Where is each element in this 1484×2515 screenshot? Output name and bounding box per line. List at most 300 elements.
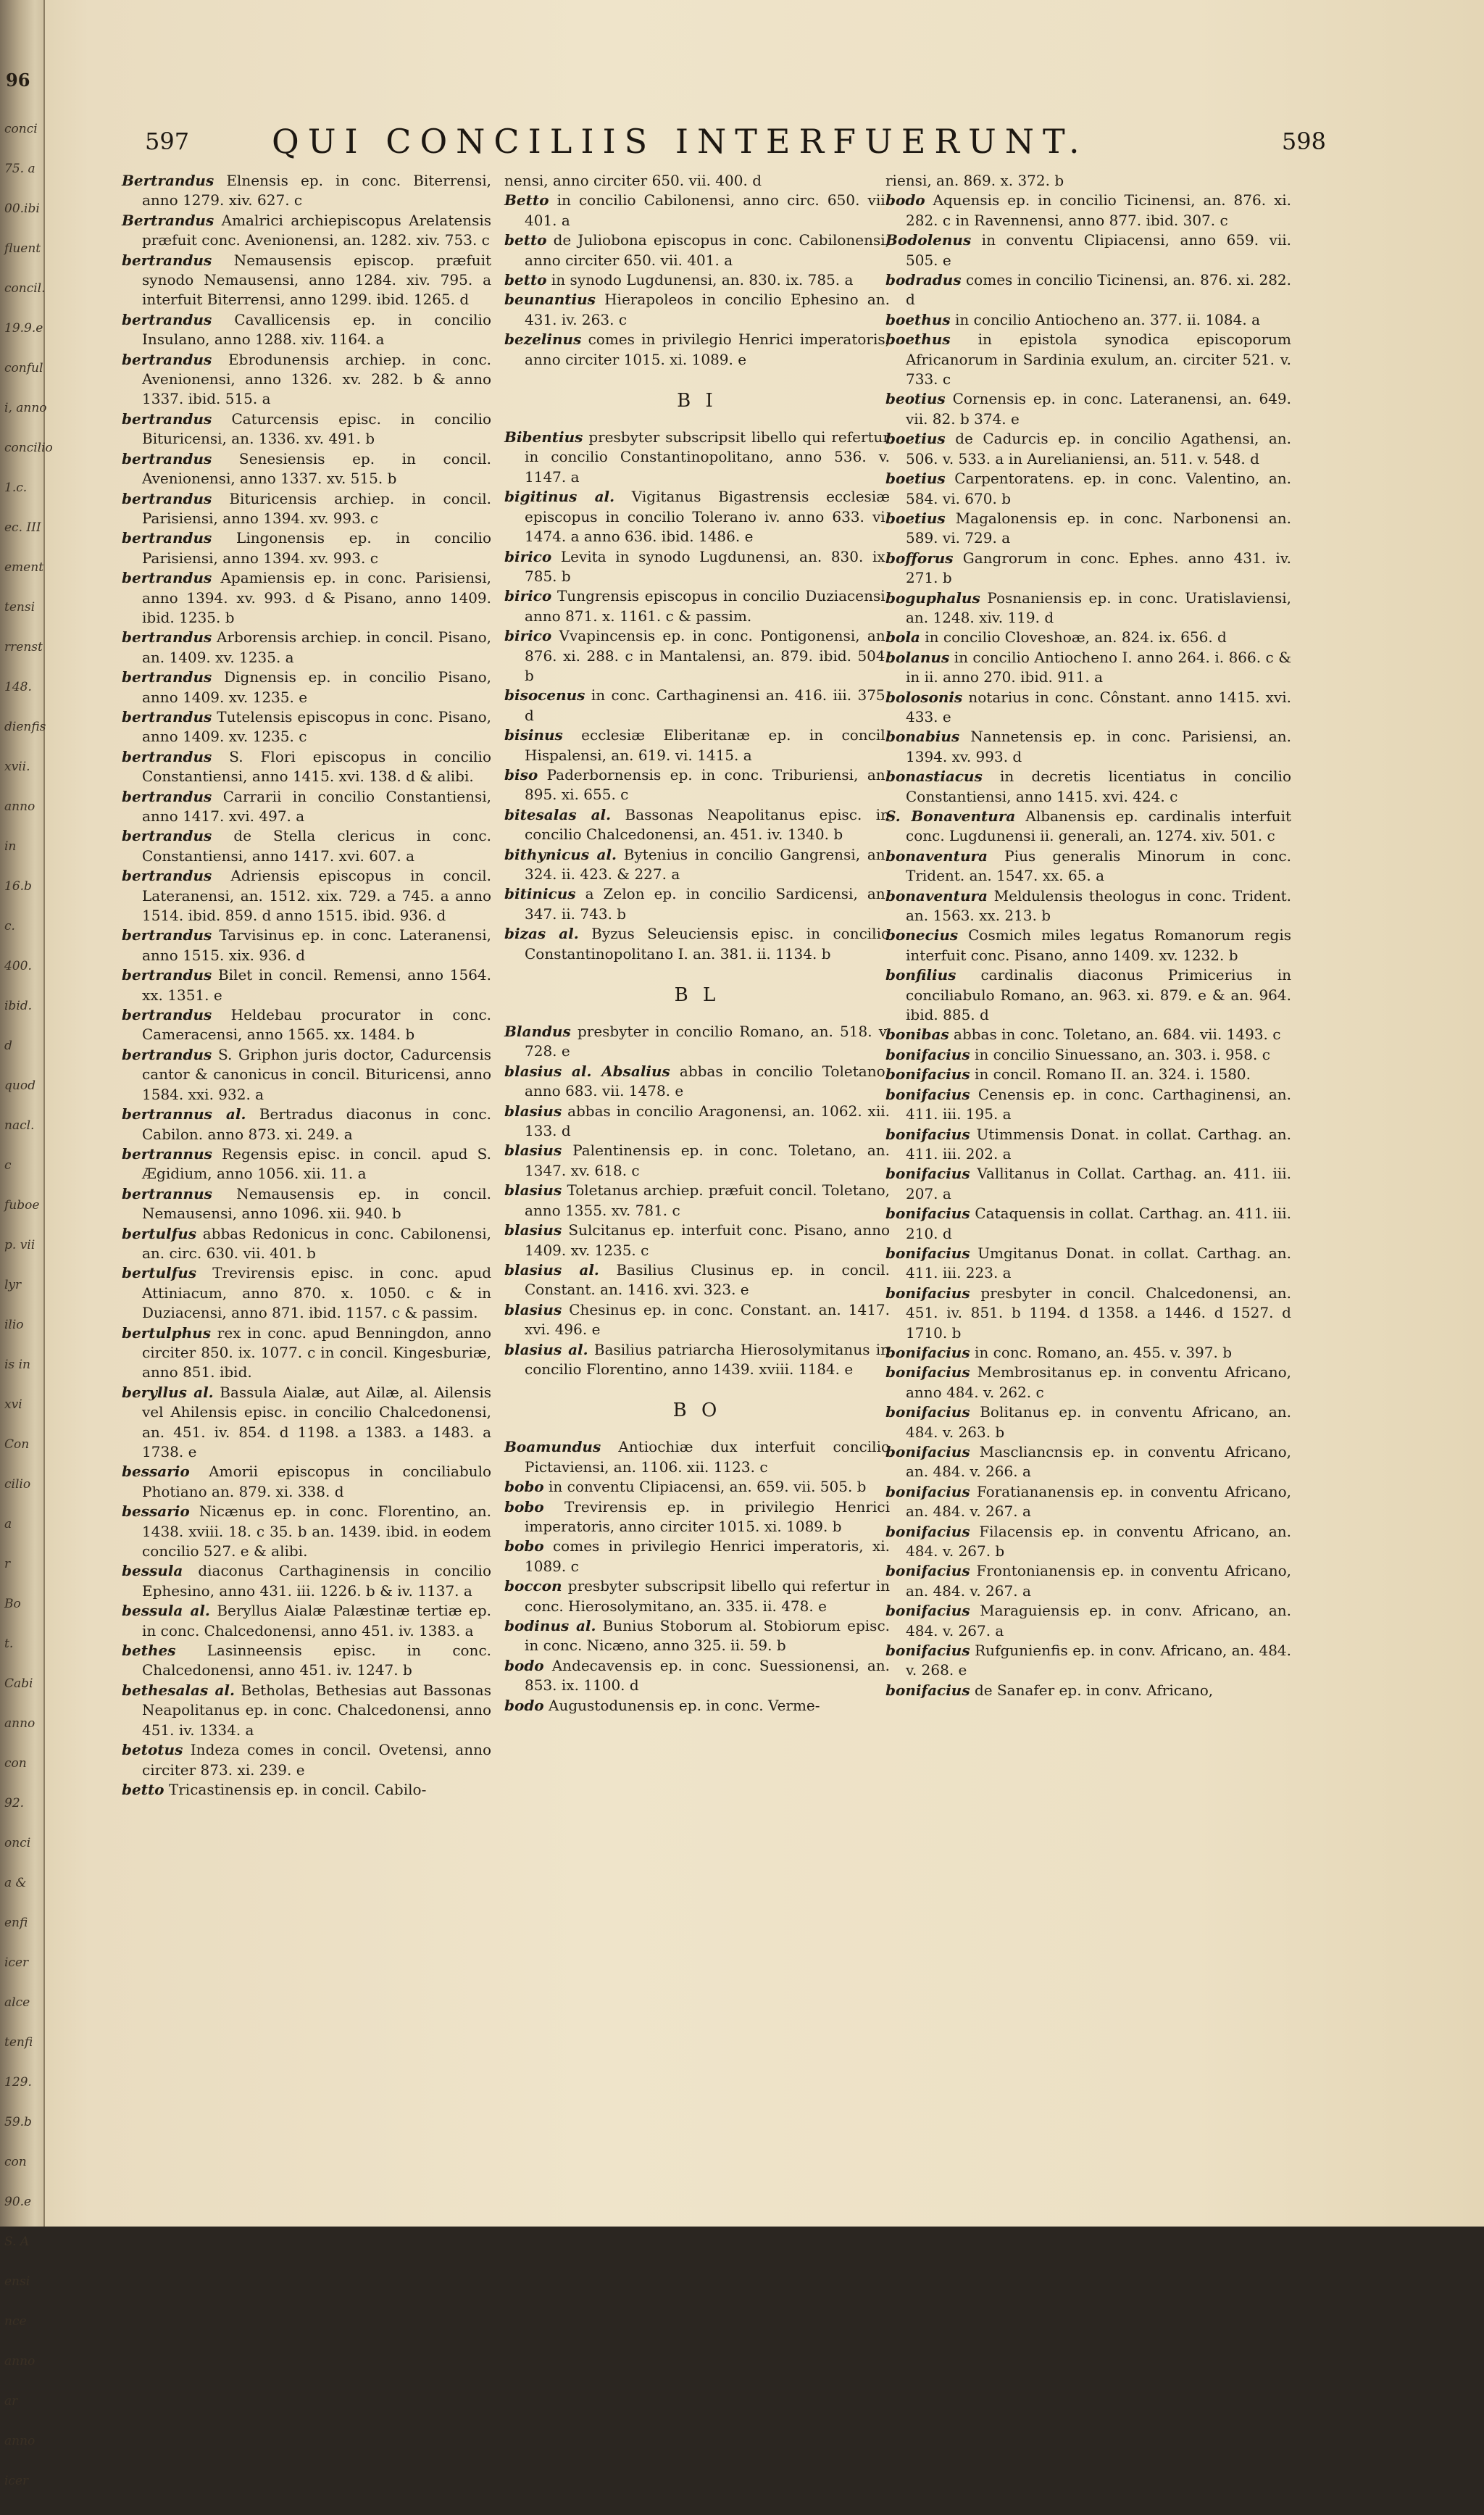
entry-text: Aquensis ep. in concilio Ticinensi, an. 876. xi. 282. c in Ravennensi, anno 877. ibid. 307. c xyxy=(906,191,1291,229)
entry-text: Cosmich miles legatus Romanorum regis interfuit conc. Pisano, anno 1409. xv. 1232. b xyxy=(906,926,1291,964)
entry-headword: bonastiacus xyxy=(885,768,983,786)
entry-text: Trevirensis episc. in conc. apud Attiniacum, anno 870. x. 1050. c & in Duziacensi, anno 871. ibid. 1157. c & passim. xyxy=(142,1264,492,1322)
entry-text: Magalonensis ep. in conc. Narbonensi an. 589. vi. 729. a xyxy=(906,509,1292,547)
entry-text: presbyter in concil. Chalcedonensi, an. 451. iv. 851. b 1194. d 1358. a 1446. d 1527. d 1710. b xyxy=(906,1284,1292,1342)
entry-text: Carpentoratens. ep. in conc. Valentino, an. 584. vi. 670. b xyxy=(906,470,1292,507)
gutter-fragment: fluent xyxy=(4,241,41,256)
entry-text: Tungrensis episcopus in concilio Duziacensi, anno 871. x. 1161. c & passim. xyxy=(525,587,890,625)
entry-text: Albanensis ep. cardinalis interfuit conc. Lugdunensi ii. generali, an. 1274. xiv. 501. c xyxy=(906,807,1291,845)
index-entry xyxy=(885,926,1291,965)
entry-text: in concilio Cabilonensi, anno circ. 650. vii. 401. a xyxy=(525,191,890,229)
entry-headword: Bertrandus xyxy=(122,172,214,189)
gutter-fragment: a xyxy=(4,1517,12,1531)
entry-headword: bessula xyxy=(122,1562,183,1580)
index-entry xyxy=(885,509,1291,549)
entry-text: Amorii episcopus in conciliabulo Photiano an. 879. xi. 338. d xyxy=(142,1463,492,1500)
index-entry xyxy=(885,1363,1291,1402)
entry-text: in conc. Carthaginensi an. 416. iii. 375. d xyxy=(525,686,891,724)
index-entry xyxy=(122,1184,491,1224)
index-entry xyxy=(504,1102,890,1142)
entry-headword: bertrannus al. xyxy=(122,1105,246,1123)
index-entry xyxy=(885,648,1291,688)
entry-text: Bassonas Neapolitanus episc. in concilio Chalcedonensi, an. 451. iv. 1340. b xyxy=(525,805,890,844)
index-entry xyxy=(122,826,491,866)
index-entry xyxy=(122,1740,491,1780)
entry-headword: bertrandus xyxy=(122,489,212,507)
entry-headword: bonifacius xyxy=(885,1403,970,1421)
index-entry xyxy=(122,1005,491,1045)
gutter-fragment: fuboe xyxy=(4,1198,40,1213)
index-entry xyxy=(504,884,890,924)
gutter-fragment: d xyxy=(4,1039,12,1053)
index-entry xyxy=(122,965,491,1005)
index-entry xyxy=(885,886,1291,926)
index-entry xyxy=(504,1616,890,1656)
index-entry xyxy=(504,1497,890,1537)
gutter-fragment: anno xyxy=(4,1716,36,1731)
index-entry xyxy=(122,251,491,310)
gutter-fragment: dienfis xyxy=(4,720,46,734)
entry-text: Nannetensis ep. in conc. Parisiensi, an. 1394. xv. 993. d xyxy=(906,728,1292,765)
index-entry xyxy=(504,845,890,885)
entry-headword: bessula al. xyxy=(122,1602,210,1620)
entry-headword: bonifacius xyxy=(885,1244,970,1262)
entry-headword: Bertrandus xyxy=(122,211,214,229)
gutter-fragment: icer xyxy=(4,1955,29,1970)
entry-text: comes in privilegio Henrici imperatoris, anno circiter 1015. xi. 1089. e xyxy=(525,331,891,368)
entry-text: Andecavensis ep. in conc. Suessionensi, an. 853. ix. 1100. d xyxy=(525,1656,891,1695)
entry-text: Nicænus ep. in conc. Florentino, an. 1438. xviii. 18. c 35. b an. 1439. ibid. in eodem concilio 527. e & alibi. xyxy=(142,1502,491,1560)
index-entry xyxy=(504,428,890,487)
gutter-fragment: S. A xyxy=(4,2235,30,2249)
gutter-fragment: nacl. xyxy=(4,1118,35,1133)
section-heading: B O xyxy=(672,1400,722,1422)
entry-headword: bonifacius xyxy=(885,1085,970,1103)
entry-headword: bertrandus xyxy=(122,707,212,726)
entry-headword: blasius al. xyxy=(504,1260,599,1279)
index-entry xyxy=(885,628,1291,647)
entry-text: in conc. Romano, an. 455. v. 397. b xyxy=(974,1343,1233,1361)
gutter-fragment: in xyxy=(4,839,17,854)
index-entry xyxy=(885,230,1291,270)
running-title: QUI CONCILIIS INTERFUERUNT. xyxy=(272,122,1088,161)
previous-page-number: 96 xyxy=(6,70,30,91)
entry-text: Tricastinensis ep. in concil. Cabilo- xyxy=(168,1780,427,1798)
entry-headword: bodradus xyxy=(885,271,962,289)
previous-page-margin xyxy=(0,0,53,2488)
index-entry xyxy=(504,1300,890,1340)
entry-text: Betholas, Bethesias aut Bassonas Neapolitanus ep. in conc. Chalcedonensi, anno 451. iv. 1334. a xyxy=(142,1681,491,1739)
entry-text: Amalrici archiepiscopus Arelatensis præfuit conc. Avenionensi, an. 1282. xiv. 753. c xyxy=(142,211,492,249)
entry-headword: bonifacius xyxy=(885,1642,970,1660)
entry-headword: bonifacius xyxy=(885,1284,970,1302)
left-page-number: 597 xyxy=(145,128,190,155)
gutter-fragment: xvi xyxy=(4,1397,22,1412)
entry-text: Sulcitanus ep. interfuit conc. Pisano, anno 1409. xv. 1235. c xyxy=(525,1221,890,1259)
gutter-fragment: 90.e xyxy=(4,2195,32,2209)
entry-headword: bonfilius xyxy=(885,966,956,984)
entry-headword: bezelinus xyxy=(504,331,582,349)
index-entry xyxy=(122,1224,491,1264)
entry-text: Vallitanus in Collat. Carthag. an. 411. iii. 207. a xyxy=(906,1165,1291,1202)
entry-headword: boetius xyxy=(885,430,946,448)
index-entry xyxy=(122,926,491,965)
entry-text: Meldulensis theologus in conc. Trident. an. 1563. xx. 213. b xyxy=(906,886,1292,925)
entry-text: S. Griphon juris doctor, Cadurcensis cantor & canonicus in concil. Bituricensi, anno 1584. xxi. 932. a xyxy=(142,1045,491,1103)
entry-text: Levita in synodo Lugdunensi, an. 830. ix. 785. b xyxy=(525,547,891,585)
entry-headword: blasius al. xyxy=(504,1340,588,1358)
index-entry xyxy=(122,211,491,251)
index-entry xyxy=(885,1681,1291,1700)
entry-text: Foratiananensis ep. in conventu Africano, an. 484. v. 267. a xyxy=(906,1482,1292,1521)
entry-text: abbas in concilio Toletano, anno 683. vii. 1478. e xyxy=(525,1062,890,1100)
entry-headword: bonifacius xyxy=(885,1045,970,1063)
entry-headword: bertulphus xyxy=(122,1323,211,1342)
entry-headword: beryllus al. xyxy=(122,1383,214,1401)
index-entry xyxy=(122,1601,491,1641)
entry-text: Pius generalis Minorum in conc. Trident. an. 1547. xx. 65. a xyxy=(906,847,1291,885)
index-entry xyxy=(122,310,491,350)
entry-text: Vvapincensis ep. in conc. Pontigonensi, an. 876. xi. 288. c in Mantalensi, an. 879. ibid. 504. b xyxy=(525,627,891,684)
entry-headword: bonifacius xyxy=(885,1065,970,1084)
index-entry xyxy=(885,589,1291,628)
entry-text: Heldebau procurator in conc. Cameracensi, anno 1565. xx. 1484. b xyxy=(142,1006,492,1044)
index-entry xyxy=(504,1696,890,1716)
index-entry xyxy=(122,1383,491,1463)
entry-headword: bonifacius xyxy=(885,1602,970,1620)
gutter-fragment: 75. a xyxy=(4,162,36,176)
index-entry xyxy=(885,1244,1291,1284)
entry-text: Bytenius in concilio Gangrensi, an. 324. ii. 423. & 227. a xyxy=(525,845,891,883)
index-entry xyxy=(885,330,1291,389)
index-entry xyxy=(504,924,890,964)
gutter-fragment: anno xyxy=(4,2354,36,2369)
gutter-fragment: 148. xyxy=(4,680,32,694)
entry-headword: bertrandus xyxy=(122,310,212,328)
entry-text: Indeza comes in concil. Ovetensi, anno circiter 873. xi. 239. e xyxy=(142,1741,491,1779)
entry-headword: betotus xyxy=(122,1741,183,1759)
index-entry xyxy=(885,965,1291,1025)
entry-text: Apamiensis ep. in conc. Parisiensi, anno 1394. xv. 993. d & Pisano, anno 1409. ibid. 1235. b xyxy=(142,569,492,626)
index-entry xyxy=(122,1263,491,1323)
entry-headword: blasius xyxy=(504,1181,562,1200)
gutter-fragment: Con xyxy=(4,1437,30,1452)
entry-text: in concilio Antiocheno an. 377. ii. 1084. a xyxy=(955,310,1260,328)
gutter-fragment: onci xyxy=(4,1836,31,1850)
index-entry xyxy=(885,429,1291,469)
gutter-fragment: concilio xyxy=(4,441,53,455)
entry-text: Palentinensis ep. in conc. Toletano, an. 1347. xv. 618. c xyxy=(525,1142,891,1179)
entry-headword: bertrandus xyxy=(122,628,212,647)
index-entry xyxy=(122,668,491,707)
entry-headword: boethus xyxy=(885,331,951,349)
entry-text: Mascliancnsis ep. in conventu Africano, an. 484. v. 266. a xyxy=(906,1443,1292,1481)
index-entry xyxy=(504,805,890,845)
index-entry xyxy=(885,1045,1291,1065)
entry-headword: bonaventura xyxy=(885,847,988,865)
entry-text: Umgitanus Donat. in collat. Carthag. an. 411. iii. 223. a xyxy=(906,1244,1291,1282)
gutter-fragment: con xyxy=(4,2155,27,2169)
entry-headword: bonecius xyxy=(885,926,959,944)
entry-text: notarius in conc. Cônstant. anno 1415. xvi. 433. e xyxy=(906,688,1291,726)
entry-headword: bolanus xyxy=(885,648,950,666)
entry-text: Bilet in concil. Remensi, anno 1564. xx. 1351. e xyxy=(142,966,491,1004)
index-entry xyxy=(122,410,491,449)
index-entry xyxy=(504,1062,890,1102)
entry-text: abbas in concilio Aragonensi, an. 1062. xii. 133. d xyxy=(525,1102,890,1140)
index-entry xyxy=(885,389,1291,429)
gutter-fragment: Cabi xyxy=(4,1676,33,1691)
entry-text: abbas Redonicus in conc. Cabilonensi, an. circ. 630. vii. 401. b xyxy=(142,1224,492,1262)
entry-text: Carrarii in concilio Constantiensi, anno 1417. xvi. 497. a xyxy=(142,787,491,825)
entry-headword: blasius xyxy=(504,1142,562,1160)
entry-text: Vigitanus Bigastrensis ecclesiæ episcopus in concilio Tolerano iv. anno 633. vi. 1474. a anno 636. ibid. 1486. e xyxy=(525,488,891,546)
entry-headword: bizas al. xyxy=(504,925,579,943)
index-entry xyxy=(122,171,491,211)
entry-headword: betto xyxy=(504,231,547,249)
entry-headword: bigitinus al. xyxy=(504,488,615,506)
index-entry xyxy=(885,1601,1291,1641)
entry-text: Augustodunensis ep. in conc. Verme- xyxy=(549,1696,820,1714)
gutter-fragment: is in xyxy=(4,1358,30,1372)
entry-headword: bonifacius xyxy=(885,1363,970,1381)
index-entry xyxy=(504,487,890,546)
gutter-fragment: nce xyxy=(4,2314,27,2329)
entry-headword: bertrannus xyxy=(122,1144,212,1163)
index-entry xyxy=(504,726,890,765)
page-header xyxy=(116,122,1435,165)
gutter-fragment: ibid. xyxy=(4,999,33,1013)
entry-headword: boethus xyxy=(885,310,951,328)
gutter-fragment: 1.c. xyxy=(4,481,28,495)
gutter-fragment: conci xyxy=(4,122,38,136)
gutter-fragment: 00.ibi xyxy=(4,201,40,216)
entry-headword: bertulfus xyxy=(122,1264,197,1282)
index-entry xyxy=(504,171,890,191)
entry-text: Adriensis episcopus in concil. Lateranensi, an. 1512. xix. 729. a 745. a anno 1514. ibid. 859. d anno 1515. ibid. 936. d xyxy=(142,867,492,925)
entry-text: Cavallicensis ep. in concilio Insulano, anno 1288. xiv. 1164. a xyxy=(142,310,491,349)
entry-headword: boetius xyxy=(885,470,946,488)
index-column-2 xyxy=(504,171,890,1716)
index-entry xyxy=(122,628,491,668)
index-entry xyxy=(885,549,1291,589)
entry-text: Frontonianensis ep. in conventu Africano, an. 484. v. 267. a xyxy=(906,1562,1291,1600)
entry-text: Antiochiæ dux interfuit concilio Pictaviensi, an. 1106. xii. 1123. c xyxy=(525,1438,890,1476)
index-entry xyxy=(885,1402,1291,1442)
index-entry xyxy=(504,626,890,686)
index-entry xyxy=(122,568,491,628)
gutter-fragment: Bo xyxy=(4,1597,21,1611)
index-entry xyxy=(504,1537,890,1576)
entry-headword: bertulfus xyxy=(122,1224,197,1242)
gutter-fragment: 59.b xyxy=(4,2115,32,2129)
entry-headword: Bibentius xyxy=(504,428,583,446)
entry-headword: bethesalas al. xyxy=(122,1681,235,1699)
entry-text: presbyter subscripsit libello qui refertur in concilio Constantinopolitano, anno 536. v. 1147. a xyxy=(525,428,890,486)
entry-headword: bethes xyxy=(122,1642,176,1660)
index-column-1 xyxy=(122,171,491,1800)
index-entry xyxy=(122,1323,491,1383)
entry-text: a Zelon ep. in concilio Sardicensi, an. 347. ii. 743. b xyxy=(525,885,890,923)
index-entry xyxy=(885,1284,1291,1343)
entry-text: Elnensis ep. in conc. Biterrensi, anno 1279. xiv. 627. c xyxy=(142,172,491,209)
entry-headword: bertrandus xyxy=(122,1006,212,1024)
entry-headword: blasius xyxy=(504,1300,562,1318)
entry-headword: bertrandus xyxy=(122,966,212,984)
index-entry xyxy=(504,330,890,370)
entry-headword: bonifacius xyxy=(885,1681,970,1699)
entry-text: rex in conc. apud Benningdon, anno circiter 850. ix. 1077. c in concil. Kingesburiæ, anno 851. ibid. xyxy=(142,1323,492,1381)
entry-headword: bertrandus xyxy=(122,569,212,587)
entry-headword: bofforus xyxy=(885,549,954,567)
entry-headword: bertrandus xyxy=(122,747,212,765)
right-page-number: 598 xyxy=(1281,128,1326,155)
gutter-fragment: 92. xyxy=(4,1796,25,1811)
entry-headword: bonifacius xyxy=(885,1522,970,1540)
entry-headword: bonifacius xyxy=(885,1482,970,1500)
gutter-fragment: rrenst xyxy=(4,640,43,654)
entry-headword: bitesalas al. xyxy=(504,805,612,823)
index-entry xyxy=(885,1482,1291,1522)
index-entry xyxy=(885,1065,1291,1084)
gutter-fragment: ement xyxy=(4,560,44,575)
gutter-fragment: a & xyxy=(4,1876,27,1890)
section-heading: B I xyxy=(677,390,717,412)
entry-headword: bertrandus xyxy=(122,350,212,368)
index-entry xyxy=(504,1437,890,1477)
entry-text: S. Flori episcopus in concilio Constantiensi, anno 1415. xvi. 138. d & alibi. xyxy=(142,747,491,786)
entry-text: in concilio Sinuessano, an. 303. i. 958. c xyxy=(974,1045,1270,1063)
entry-text: de Stella clericus in conc. Constantiensi, anno 1417. xvi. 607. a xyxy=(142,827,491,865)
index-entry xyxy=(885,1204,1291,1244)
entry-headword: blasius xyxy=(504,1102,562,1120)
entry-text: in conventu Clipiacensi, an. 659. vii. 505. b xyxy=(549,1478,867,1496)
entry-headword: birico xyxy=(504,587,552,605)
entry-text: presbyter subscripsit libello qui refertur in conc. Hierosolymitano, an. 335. ii. 478. e xyxy=(525,1577,891,1615)
entry-text: Bolitanus ep. in conventu Africano, an. 484. v. 263. b xyxy=(906,1403,1292,1441)
entry-headword: birico xyxy=(504,627,552,645)
index-entry xyxy=(504,230,890,270)
entry-headword: Boamundus xyxy=(504,1438,601,1456)
entry-text: Utimmensis Donat. in collat. Carthag. an. 411. iii. 202. a xyxy=(906,1125,1291,1163)
entry-headword: betto xyxy=(122,1780,164,1798)
section-heading: B L xyxy=(674,984,720,1007)
entry-text: diaconus Carthaginensis in concilio Ephesino, anno 431. iii. 1226. b & iv. 1137. a xyxy=(142,1562,491,1600)
entry-headword: bodo xyxy=(504,1656,544,1674)
index-entry xyxy=(885,1164,1291,1204)
gutter-fragments xyxy=(0,122,53,2515)
index-entry xyxy=(122,707,491,747)
entry-headword: bonifacius xyxy=(885,1343,970,1361)
entry-text: Membrositanus ep. in conventu Africano, anno 484. v. 262. c xyxy=(906,1363,1292,1401)
entry-headword: bonifacius xyxy=(885,1165,970,1183)
gutter-fragment: xvii. xyxy=(4,760,30,774)
entry-text: riensi, an. 869. x. 372. b xyxy=(885,172,1064,189)
index-entry xyxy=(885,1125,1291,1165)
index-entry xyxy=(504,1656,890,1696)
gutter-fragment: con xyxy=(4,1756,27,1771)
gutter-fragment: t. xyxy=(4,1637,14,1651)
index-entry xyxy=(885,1085,1291,1125)
entry-headword: bithynicus al. xyxy=(504,845,617,863)
index-entry xyxy=(122,350,491,410)
entry-text: abbas in conc. Toletano, an. 684. vii. 1493. c xyxy=(954,1026,1281,1044)
entry-headword: bessario xyxy=(122,1502,190,1521)
entry-text: in concil. Romano II. an. 324. i. 1580. xyxy=(974,1065,1251,1084)
entry-headword: bertrandus xyxy=(122,251,212,269)
index-entry xyxy=(885,469,1291,509)
gutter-fragment: 16.b xyxy=(4,879,32,894)
gutter-fragment: enfi xyxy=(4,1916,28,1930)
entry-headword: bodinus al. xyxy=(504,1617,596,1634)
entry-text: Maraguiensis ep. in conv. Africano, an. 484. v. 267. a xyxy=(906,1602,1291,1639)
entry-text: nensi, anno circiter 650. vii. 400. d xyxy=(504,172,762,189)
entry-headword: bisinus xyxy=(504,726,563,744)
entry-headword: Bodolenus xyxy=(885,231,972,249)
index-entry xyxy=(504,1181,890,1221)
entry-headword: boetius xyxy=(885,509,946,527)
entry-headword: bertrandus xyxy=(122,787,212,805)
entry-text: Trevirensis ep. in privilegio Henrici imperatoris, anno circiter 1015. xi. 1089. b xyxy=(525,1497,890,1535)
index-entry xyxy=(504,1477,890,1497)
entry-text: Caturcensis episc. in concilio Bituricensi, an. 1336. xv. 491. b xyxy=(142,410,492,448)
entry-headword: bertrandus xyxy=(122,926,212,944)
index-entry xyxy=(504,1022,890,1062)
entry-headword: bonifacius xyxy=(885,1562,970,1580)
index-entry xyxy=(122,1681,491,1740)
entry-text: Lasinneensis episc. in conc. Chalcedonensi, anno 451. iv. 1247. b xyxy=(142,1642,491,1679)
index-entry xyxy=(885,1442,1291,1482)
index-entry xyxy=(885,191,1291,230)
index-entry xyxy=(122,449,491,489)
index-entry xyxy=(122,528,491,568)
entry-headword: bodo xyxy=(504,1696,544,1714)
index-entry xyxy=(122,1641,491,1681)
index-entry xyxy=(122,787,491,827)
entry-text: Bertradus diaconus in conc. Cabilon. anno 873. xi. 249. a xyxy=(142,1105,491,1143)
index-entry xyxy=(885,1641,1291,1681)
index-entry xyxy=(885,767,1291,807)
index-entry xyxy=(122,1780,491,1800)
entry-text: Regensis episc. in concil. apud S. Ægidium, anno 1056. xii. 11. a xyxy=(142,1144,492,1183)
gutter-fragment: quod xyxy=(4,1078,36,1093)
entry-text: comes in concilio Ticinensi, an. 876. xi. 282. d xyxy=(906,271,1291,309)
index-entry xyxy=(504,586,890,626)
entry-text: Cenensis ep. in conc. Carthaginensi, an. 411. iii. 195. a xyxy=(906,1085,1291,1123)
entry-headword: bonaventura xyxy=(885,886,988,905)
entry-text: Nemausensis episcop. præfuit synodo Nemausensi, anno 1284. xiv. 795. a interfuit Biterrensi, anno 1299. ibid. 1265. d xyxy=(142,251,492,309)
index-entry xyxy=(122,1502,491,1561)
entry-headword: beotius xyxy=(885,390,946,408)
gutter-fragment: cilio xyxy=(4,1477,31,1492)
entry-text: in decretis licentiatus in concilio Constantiensi, anno 1415. xvi. 424. c xyxy=(906,768,1291,805)
entry-text: Arborensis archiep. in concil. Pisano, an. 1409. xv. 1235. a xyxy=(142,628,492,666)
index-entry xyxy=(504,1340,890,1380)
entry-text: Gangrorum in conc. Ephes. anno 431. iv. 271. b xyxy=(906,549,1292,587)
index-entry xyxy=(504,1141,890,1181)
index-entry xyxy=(885,310,1291,330)
entry-text: Bunius Stoborum al. Stobiorum episc. in conc. Nicæno, anno 325. ii. 59. b xyxy=(525,1617,891,1655)
entry-text: Ebrodunensis archiep. in conc. Avenionensi, anno 1326. xv. 282. b & anno 1337. ibid. 515. a xyxy=(142,350,491,408)
index-entry xyxy=(504,1260,890,1300)
index-entry xyxy=(504,686,890,726)
entry-text: de Sanafer ep. in conv. Africano, xyxy=(974,1681,1214,1699)
entry-text: Cataquensis in collat. Carthag. an. 411. iii. 210. d xyxy=(906,1205,1291,1242)
index-entry xyxy=(885,270,1291,310)
gutter-fragment: tenfi xyxy=(4,2035,33,2050)
entry-headword: bertrandus xyxy=(122,529,212,547)
index-entry xyxy=(122,1105,491,1144)
